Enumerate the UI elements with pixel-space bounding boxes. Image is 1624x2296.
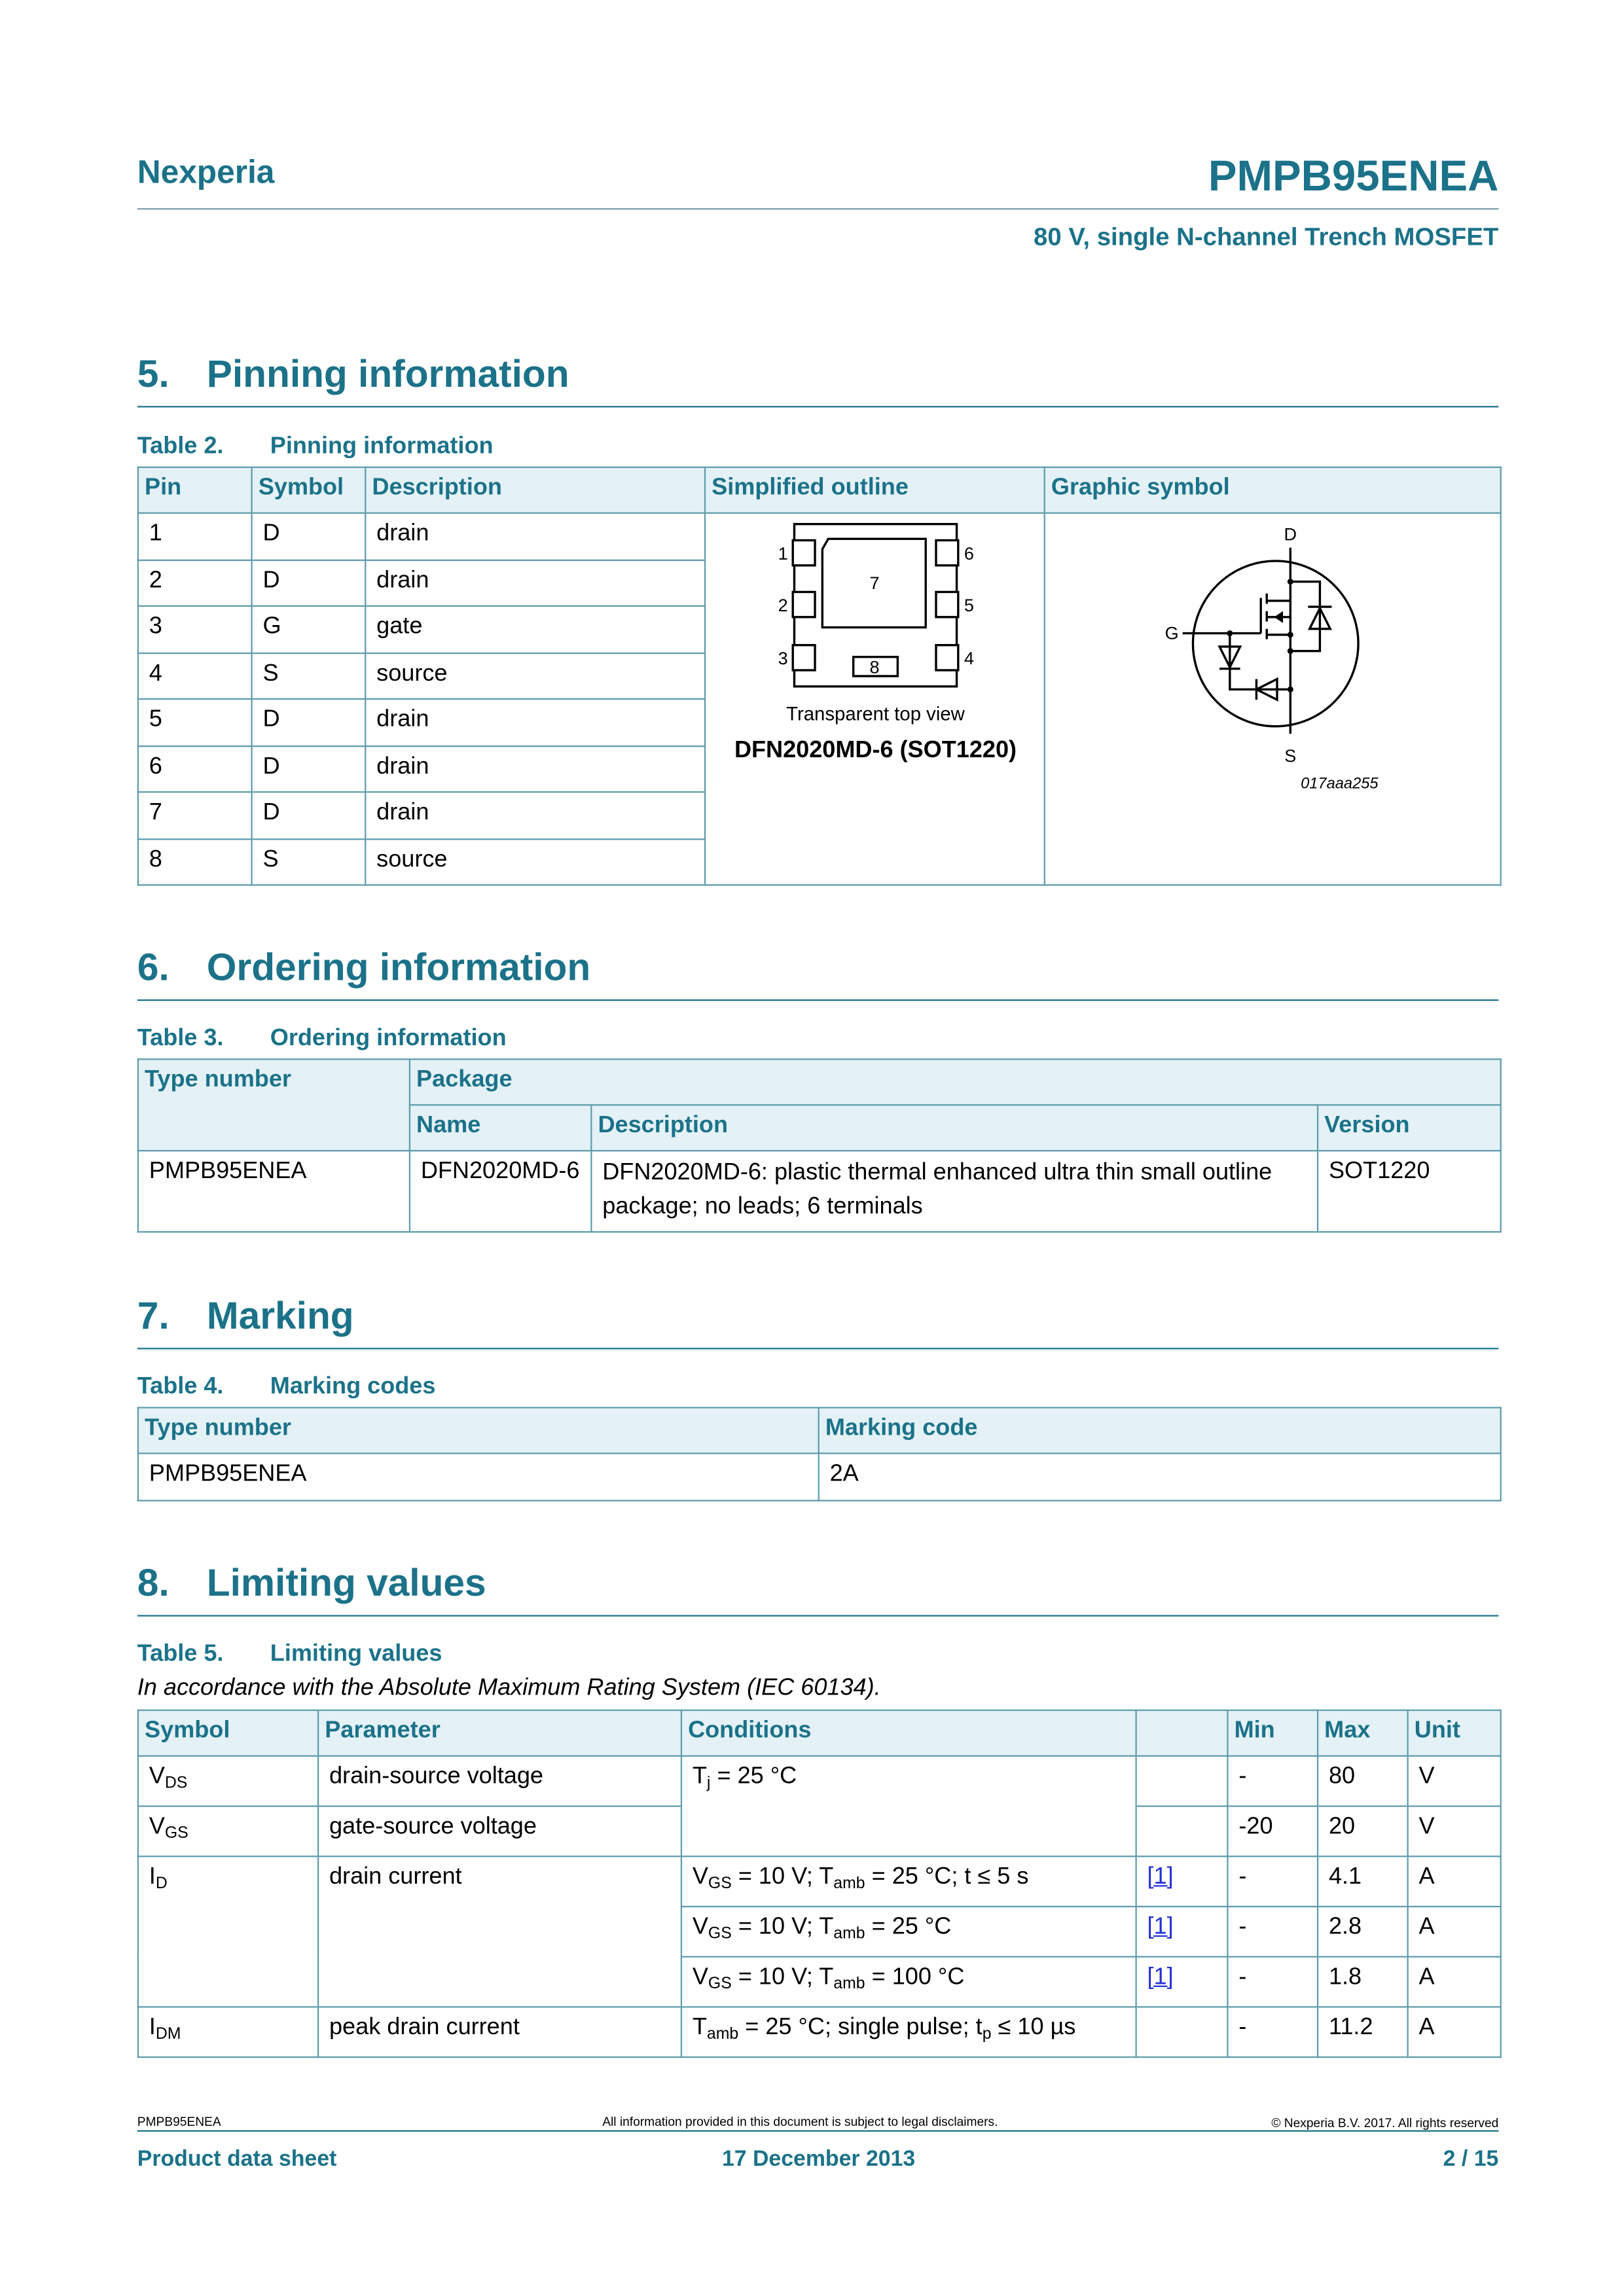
header-pin: Pin: [138, 467, 252, 513]
table-cell: [138, 1756, 318, 1806]
footer-copyright: © Nexperia B.V. 2017. All rights reserved: [1271, 2115, 1499, 2130]
text: DS: [164, 1774, 188, 1793]
text: T: [692, 2015, 707, 2041]
text: = 25 °C; t ≤ 5 s: [871, 1864, 1029, 1890]
text: DFN2020MD-6: plastic thermal enhanced ultra thin small outline package; no leads; 6 terminals: [591, 1151, 1318, 1232]
table-row: [138, 1059, 1501, 1105]
text: Unit: [1408, 1710, 1501, 1756]
text: D: [252, 745, 366, 792]
text: Version: [1318, 1105, 1501, 1151]
text: PMPB95ENEA: [138, 1151, 410, 1232]
package-name: DFN2020MD-6 (SOT1220): [734, 736, 1017, 763]
text: GS: [164, 1824, 189, 1842]
text: Max: [1318, 1710, 1408, 1756]
text: T: [692, 1764, 707, 1789]
text: gate: [365, 606, 705, 653]
header-description: Description: [365, 467, 705, 513]
header-outline: Simplified outline: [705, 467, 1045, 513]
text: DFN2020MD-6: [410, 1151, 591, 1232]
text: D: [252, 792, 366, 838]
text: amb: [833, 1874, 865, 1893]
text: V: [692, 1914, 708, 1940]
table-cell: [681, 1907, 1136, 1957]
text: -: [1227, 1907, 1318, 1957]
text: V: [1408, 1806, 1501, 1857]
graphic-symbol: [1045, 513, 1501, 885]
text: Pinning information: [206, 351, 569, 396]
text: drain current: [318, 1856, 681, 2007]
text: = 10 V; T: [738, 1914, 834, 1940]
text: 5: [138, 699, 252, 745]
text: drain: [365, 699, 705, 745]
table-cell: [1136, 1756, 1228, 1806]
table-row: [138, 467, 1501, 513]
section-heading-limiting: [137, 1560, 486, 1606]
text: = 25 °C: [871, 1914, 952, 1940]
text: -20: [1227, 1806, 1318, 1857]
text: source: [365, 838, 705, 885]
text: Marking codes: [270, 1374, 436, 1400]
text: -: [1227, 1756, 1318, 1806]
reference-link[interactable]: [1]: [1147, 1965, 1174, 1990]
text: Description: [591, 1105, 1318, 1151]
text: I: [149, 2015, 156, 2041]
text: D: [252, 699, 366, 745]
text: = 10 V; T: [738, 1864, 834, 1890]
table-cell: [1136, 1806, 1228, 1857]
text: 6: [138, 745, 252, 792]
source-label: S: [1284, 745, 1297, 766]
text: Marking code: [819, 1408, 1501, 1454]
text: 6.: [137, 944, 170, 990]
text: Ordering information: [270, 1026, 507, 1051]
footer-doc-id: PMPB95ENEA: [137, 2113, 221, 2129]
text: 1.8: [1318, 1957, 1408, 2007]
reference-link[interactable]: [1]: [1147, 1864, 1174, 1890]
text: V: [1408, 1756, 1501, 1806]
text: I: [149, 1864, 156, 1890]
footer-page-number: 2 / 15: [1443, 2146, 1499, 2172]
text: GS: [708, 1874, 732, 1893]
text: drain: [365, 745, 705, 792]
text: 6: [964, 543, 974, 564]
text: Limiting values: [270, 1641, 442, 1667]
text: 5.: [137, 351, 170, 396]
table-row: [138, 1756, 1501, 1806]
text: 4: [964, 648, 974, 668]
table-note: In accordance with the Absolute Maximum Rating System (IEC 60134).: [137, 1675, 881, 1701]
header-divider: [137, 208, 1499, 209]
text: = 25 °C; single pulse; t: [745, 2015, 983, 2041]
text: Pinning information: [270, 434, 494, 459]
text: p: [982, 2025, 992, 2043]
text: Name: [410, 1105, 591, 1151]
figure-code: 017aaa255: [1301, 775, 1379, 793]
gate-label: G: [1164, 623, 1179, 643]
text: = 100 °C: [871, 1965, 965, 1990]
package-outline-drawing: [706, 514, 1045, 883]
table-cell: [1136, 1907, 1228, 1957]
text: Package: [410, 1059, 1501, 1105]
section-divider: [137, 1348, 1499, 1349]
text: 2: [778, 595, 788, 615]
limiting-values-table: [137, 1710, 1502, 2058]
text: Type number: [138, 1408, 819, 1454]
text: j: [706, 1774, 711, 1793]
text: 8: [869, 657, 880, 677]
text: drain: [365, 792, 705, 838]
text: 5: [964, 595, 974, 615]
text: V: [692, 1965, 708, 1990]
section-heading-pinning: [137, 351, 569, 397]
table-row: [138, 1454, 1501, 1500]
text: Limiting values: [206, 1560, 486, 1605]
text: 8.: [137, 1560, 170, 1605]
text: Parameter: [318, 1710, 681, 1756]
header-symbol: Symbol: [252, 467, 366, 513]
table-cell: [138, 2007, 318, 2057]
text: = 10 V; T: [738, 1965, 834, 1990]
text: D: [155, 1874, 168, 1893]
text: drain: [365, 513, 705, 560]
text: -: [1227, 1856, 1318, 1907]
drain-label: D: [1284, 524, 1297, 545]
text: SOT1220: [1318, 1151, 1501, 1232]
mosfet-symbol-drawing: [1045, 514, 1502, 883]
table-cell: [681, 1957, 1136, 2007]
text: Table 2.: [137, 434, 224, 459]
table-row: [138, 513, 1501, 560]
text: 80: [1318, 1756, 1408, 1806]
text: A: [1408, 1856, 1501, 1907]
view-label: Transparent top view: [786, 703, 965, 725]
footer-divider: [137, 2130, 1499, 2132]
text: Marking: [206, 1293, 354, 1338]
text: 11.2: [1318, 2007, 1408, 2057]
text: 4: [138, 653, 252, 699]
text: 8: [138, 838, 252, 885]
footer-date: 17 December 2013: [721, 2146, 916, 2172]
text: Ordering information: [206, 944, 591, 990]
table-row: [138, 1408, 1501, 1454]
table-cell: [138, 1806, 318, 1857]
text: DM: [155, 2025, 181, 2043]
table-caption: [137, 1641, 442, 1668]
text: 1: [778, 543, 788, 564]
text: 4.1: [1318, 1856, 1408, 1907]
footer-disclaimer: All information provided in this document is subject to legal disclaimers.: [602, 2113, 998, 2129]
text: 7: [869, 573, 880, 593]
text: 20: [1318, 1806, 1408, 1857]
text: Type number: [138, 1059, 410, 1151]
section-divider: [137, 406, 1499, 407]
text: drain: [365, 560, 705, 606]
section-heading-marking: [137, 1293, 354, 1339]
table-caption: [137, 434, 494, 461]
marking-table: [137, 1407, 1502, 1500]
brand-name: Nexperia: [137, 153, 275, 190]
section-heading-ordering: [137, 945, 590, 991]
table-row: [138, 1856, 1501, 1907]
text: V: [692, 1864, 708, 1890]
table-row: [138, 1710, 1501, 1756]
text: Min: [1227, 1710, 1318, 1756]
text: A: [1408, 1907, 1501, 1957]
table-cell: [681, 1856, 1136, 1907]
text: D: [252, 513, 366, 560]
table-cell: [681, 2007, 1136, 2057]
text: S: [252, 838, 366, 885]
table-cell: [681, 1756, 1136, 1856]
table-caption: [137, 1374, 436, 1401]
text: = 25 °C: [717, 1764, 797, 1789]
text: A: [1408, 1957, 1501, 2007]
text: D: [252, 560, 366, 606]
product-title: PMPB95ENEA: [1208, 153, 1499, 201]
text: amb: [833, 1975, 865, 1993]
text: Symbol: [138, 1710, 318, 1756]
text: V: [149, 1814, 165, 1840]
text: Table 4.: [137, 1374, 224, 1400]
text: amb: [833, 1925, 865, 1943]
text: PMPB95ENEA: [138, 1454, 819, 1500]
text: 1: [138, 513, 252, 560]
product-subtitle: 80 V, single N-channel Trench MOSFET: [1034, 223, 1499, 251]
table-row: [138, 2007, 1501, 2057]
text: Table 5.: [137, 1641, 224, 1667]
text: 7.: [137, 1293, 170, 1338]
footer-doc-type: Product data sheet: [137, 2146, 337, 2172]
text: 2: [138, 560, 252, 606]
text: Conditions: [681, 1710, 1136, 1756]
text: drain-source voltage: [318, 1756, 681, 1806]
text: GS: [708, 1975, 732, 1993]
text: amb: [706, 2025, 739, 2043]
pinning-table: [137, 467, 1502, 886]
table-cell: [138, 1856, 318, 2007]
text: A: [1408, 2007, 1501, 2057]
reference-link[interactable]: [1]: [1147, 1914, 1174, 1940]
table-cell: [1136, 1856, 1228, 1907]
ordering-table: [137, 1058, 1502, 1232]
text: ≤ 10 µs: [998, 2015, 1076, 2041]
text: -: [1227, 1957, 1318, 2007]
text: 2.8: [1318, 1907, 1408, 1957]
table-cell: [1136, 1957, 1228, 2007]
simplified-outline: [705, 513, 1045, 885]
text: [1136, 1710, 1228, 1756]
text: gate-source voltage: [318, 1806, 681, 1857]
text: GS: [708, 1925, 732, 1943]
text: peak drain current: [318, 2007, 681, 2057]
text: -: [1227, 2007, 1318, 2057]
text: 2A: [819, 1454, 1501, 1500]
text: source: [365, 653, 705, 699]
text: G: [252, 606, 366, 653]
header-graphic-symbol: Graphic symbol: [1045, 467, 1501, 513]
text: Table 3.: [137, 1026, 224, 1051]
section-divider: [137, 999, 1499, 1001]
text: V: [149, 1764, 165, 1789]
table-caption: [137, 1026, 507, 1053]
table-row: [138, 1151, 1501, 1232]
text: 7: [138, 792, 252, 838]
text: 3: [778, 648, 788, 668]
text: 3: [138, 606, 252, 653]
table-cell: [1136, 2007, 1228, 2057]
text: S: [252, 653, 366, 699]
section-divider: [137, 1615, 1499, 1617]
